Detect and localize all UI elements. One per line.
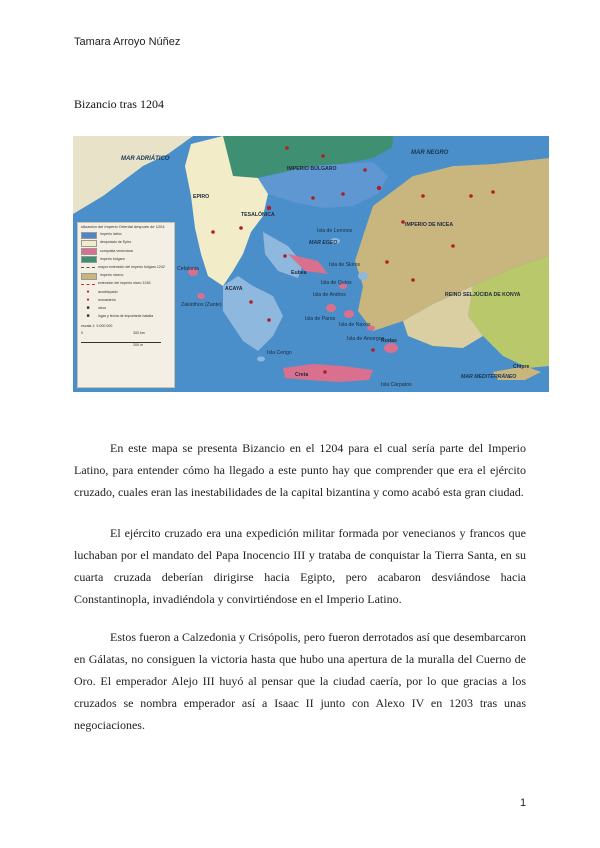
legend-items bbox=[81, 231, 171, 321]
legend-item bbox=[81, 231, 171, 239]
label-cerigo: Isla Cerigo bbox=[267, 350, 292, 356]
label-epirus: EPIRO bbox=[193, 194, 210, 200]
section-title: Bizancio tras 1204 bbox=[74, 97, 164, 111]
paragraph-2-text: El ejército cruzado era una expedición militar formada por venecianos y francos que luchaban por el mandato del Papa Inocencio III y trataba de conquistar la Tierra Santa, en su cuarta cruzada deberían dirigirse hacia Egipto, pero acabaron desviándose hacia Constantinopla, invadiéndola y convirtiéndose en el Imperio Latino. bbox=[74, 526, 526, 606]
header-author: Tamara Arroyo Núñez bbox=[74, 36, 181, 48]
label-quios: Isla de Quíos bbox=[321, 280, 352, 286]
scale-zero: 0 bbox=[81, 330, 83, 335]
label-adriatic-sea: MAR ADRIÁTICO bbox=[121, 156, 170, 162]
legend-label: lugar y fecha de importante batalla bbox=[98, 314, 154, 319]
legend-item bbox=[81, 313, 171, 321]
label-naxos: Isla de Naxos bbox=[339, 322, 371, 328]
map-scale bbox=[81, 325, 171, 347]
legend-swatch bbox=[81, 256, 97, 263]
label-konya: REINO SELJÚCIDA DE KONYA bbox=[445, 292, 521, 298]
paragraph-1 bbox=[74, 437, 526, 503]
legend-item bbox=[81, 247, 171, 255]
legend-title: situación del Imperio Oriental después de 1204 bbox=[81, 224, 165, 229]
legend-item bbox=[81, 280, 171, 288]
paragraph-3-text: Estos fueron a Calzedonia y Crisópolis, pero fueron derrotados así que desembarcaron en Gálatas, no consiguen la victoria hasta que hubo una apertura de la muralla del Cuerno de Oro. El emperador Alejo III huyó al pensar que la ciudad caería, por lo que gracias a los cruzados se nombra emperador así a Isaac II junto con Alexo IV en 1203 tras unas negociaciones. bbox=[74, 630, 526, 732]
paros-island bbox=[326, 304, 336, 312]
legend-item bbox=[81, 264, 171, 272]
legend-label: conquista veneciana bbox=[100, 248, 133, 253]
legend-label: imperio niceno bbox=[100, 273, 124, 278]
legend-item bbox=[81, 297, 171, 305]
label-mediterranean-sea: MAR MEDITERRÁNEO bbox=[461, 374, 517, 380]
legend-swatch bbox=[81, 248, 97, 255]
legend-item bbox=[81, 272, 171, 280]
legend-swatch bbox=[81, 267, 95, 268]
label-eubea: Eubea bbox=[291, 270, 307, 276]
zakynthos-island bbox=[197, 293, 205, 299]
label-cefalonia: Cefalonia bbox=[177, 266, 199, 272]
label-chipre: Chipre bbox=[513, 364, 530, 370]
map-legend bbox=[77, 222, 175, 388]
label-zakinthos: Zakinthos (Zante) bbox=[181, 302, 222, 308]
chios-island bbox=[358, 272, 368, 280]
label-achaea: ACAYA bbox=[225, 286, 243, 292]
legend-label: despotado de Epiro bbox=[100, 240, 132, 245]
label-aegean-sea: MAR EGEO bbox=[309, 240, 338, 246]
legend-swatch bbox=[81, 273, 97, 280]
legend-label: imperio búlgaro bbox=[100, 256, 125, 261]
naxos-island bbox=[344, 310, 354, 318]
legend-item bbox=[81, 239, 171, 247]
legend-item bbox=[81, 288, 171, 296]
label-carpatos: Isla Cárpatos bbox=[381, 382, 412, 388]
historical-map bbox=[73, 136, 549, 392]
legend-swatch: ■ bbox=[86, 305, 90, 312]
label-paros: Isla de Paros bbox=[305, 316, 336, 322]
label-creta: Creta bbox=[295, 372, 309, 378]
legend-swatch bbox=[81, 284, 95, 285]
legend-swatch bbox=[81, 240, 97, 247]
legend-swatch: ■ bbox=[86, 313, 90, 320]
legend-item bbox=[81, 256, 171, 264]
label-amorgos: Isla de Amorgos bbox=[347, 336, 385, 342]
label-skiros: Isla de Skiros bbox=[329, 262, 361, 268]
label-thessalonica: TESALÓNICA bbox=[241, 212, 275, 218]
legend-swatch: ● bbox=[86, 297, 90, 304]
scale-mi: 200 m bbox=[133, 342, 143, 347]
label-rodas: Rodas bbox=[381, 338, 397, 344]
paragraph-1-text: En este mapa se presenta Bizancio en el 1204 para el cual sería parte del Imperio Latino, para entender cómo ha llegado a este punto hay que comprender que era el ejército cruzado, cuales eran las inestabilidades de la capital bizantina y como acabó esta gran ciudad. bbox=[74, 441, 526, 499]
label-bulgarian-empire: IMPERIO BÚLGARO bbox=[287, 166, 337, 172]
legend-label: Imperio latino bbox=[100, 232, 122, 237]
paragraph-2 bbox=[74, 522, 526, 610]
legend-item bbox=[81, 305, 171, 313]
legend-swatch bbox=[81, 232, 97, 239]
legend-label: extensión del imperio niceo 1246 bbox=[98, 281, 151, 286]
legend-label: monasterio bbox=[98, 297, 116, 302]
paragraph-3 bbox=[74, 626, 526, 736]
rhodes-island bbox=[384, 343, 398, 353]
legend-label: arzobispado bbox=[98, 289, 118, 294]
label-nicaea-empire: IMPERIO DE NICEA bbox=[405, 222, 454, 228]
legend-swatch: ● bbox=[86, 288, 90, 295]
page-number: 1 bbox=[520, 797, 527, 809]
label-black-sea: MAR NEGRO bbox=[411, 150, 449, 156]
cerigo-island bbox=[257, 357, 265, 362]
scale-km: 300 km bbox=[133, 330, 145, 335]
legend-label: otros bbox=[98, 305, 106, 310]
scale-bar bbox=[81, 332, 161, 343]
label-lemnos: Isla de Lemnos bbox=[317, 228, 353, 234]
scale-title: escala 1: 9.000.000 bbox=[81, 324, 113, 329]
label-andros: Isla de Andros bbox=[313, 292, 346, 298]
legend-label: mayor extensión del imperio búlgaro 1242 bbox=[98, 265, 165, 270]
